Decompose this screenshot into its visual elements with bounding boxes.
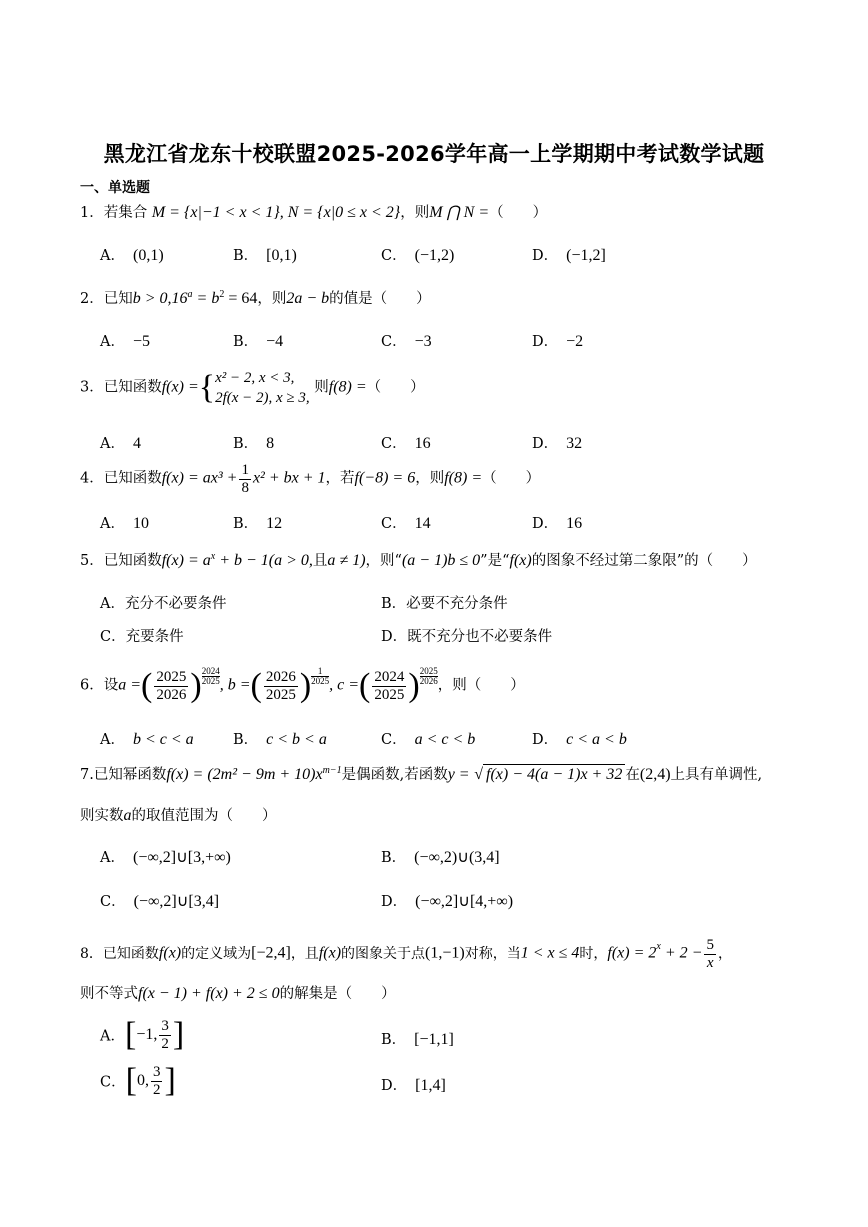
denominator: 2026 (156, 686, 187, 703)
question-text: ，若 (325, 470, 355, 487)
page-title: 黑龙江省龙东十校联盟2025-2026学年高一上学期期中考试数学试题 (103, 142, 765, 166)
option-value: 充要条件 (125, 629, 184, 645)
option-c[interactable] (381, 432, 431, 453)
question-math: f(x) = 2 (607, 944, 657, 962)
option-label: B． (381, 596, 407, 612)
question-7-line-2 (80, 806, 277, 827)
question-text: ，且 (290, 945, 319, 962)
question-4 (80, 462, 540, 496)
option-c[interactable] (381, 330, 432, 351)
option-label: B． (381, 850, 407, 866)
option-label: D． (381, 629, 408, 645)
option-c[interactable] (381, 728, 475, 749)
option-a[interactable] (100, 592, 226, 613)
question-number: 2． (80, 290, 104, 307)
question-text: 对称，当 (464, 945, 521, 962)
option-d[interactable] (532, 728, 627, 749)
option-label: B． (233, 732, 259, 748)
question-math: f(x) = (2m² − 9m + 10)x (166, 766, 323, 783)
question-math: f(x) = ax³ + (161, 469, 238, 487)
answer-blank: （ ） (366, 379, 425, 396)
question-6 (80, 664, 525, 708)
option-label: D． (532, 732, 559, 748)
option-value: 4 (132, 435, 141, 452)
answer-blank: （ ） (482, 470, 541, 487)
option-c[interactable] (100, 890, 219, 911)
question-number: 7. (80, 767, 94, 783)
question-text: 若集合 (103, 205, 148, 221)
question-math: (a − 1)b ≤ 0 (401, 551, 481, 569)
question-math: M ⋂ N = (429, 204, 490, 221)
option-value: (−∞,2]∪[4,+∞) (415, 893, 514, 910)
option-value: [−1,1] (414, 1031, 454, 1048)
option-value: [0,1) (266, 247, 297, 264)
question-1 (80, 203, 547, 224)
option-label: C． (381, 516, 407, 532)
exponent-fraction (202, 667, 220, 686)
variable: , b = (219, 676, 251, 694)
exponent: x (656, 940, 661, 952)
question-text: ，则 (257, 290, 287, 307)
question-text: 时， (579, 945, 608, 962)
option-value: c < a < b (566, 731, 627, 748)
fraction (239, 462, 251, 496)
option-label: A． (100, 436, 125, 452)
option-value: [1,4] (415, 1077, 446, 1094)
paren-left: ( (250, 667, 262, 704)
question-math: (1,−1) (425, 944, 465, 962)
question-math: x² + bx + 1 (252, 469, 326, 487)
option-c[interactable] (381, 244, 454, 265)
question-text: ， (717, 945, 732, 962)
question-text: 已知函数 (103, 470, 162, 487)
option-d[interactable] (381, 890, 513, 911)
numerator: 3 (152, 1064, 161, 1080)
option-value: (−∞,2)∪(3,4] (414, 849, 500, 866)
exponent: x (210, 551, 216, 562)
question-text: 则实数 (80, 808, 124, 824)
question-math: f(−8) = 6 (354, 469, 416, 487)
bracket-left: [ (124, 1016, 137, 1053)
option-value: 8 (266, 435, 275, 452)
denominator: 2025 (265, 686, 296, 703)
question-text: ”是“ (480, 552, 510, 569)
option-value: −1, (136, 1026, 158, 1043)
option-label: C． (100, 1074, 126, 1091)
option-c[interactable] (100, 625, 184, 646)
option-value: (−1,2) (414, 247, 455, 264)
option-label: D． (532, 436, 559, 452)
question-text: 的图象关于点 (341, 945, 426, 962)
question-number: 8． (80, 945, 103, 962)
option-b[interactable] (233, 512, 282, 533)
option-label: C． (381, 732, 407, 748)
question-math: + b − 1(a > 0, (215, 551, 313, 569)
question-text: 且 (312, 552, 328, 569)
denominator: x (706, 954, 714, 971)
bracket-right: ] (172, 1016, 185, 1053)
exponent: a (187, 289, 193, 300)
numerator: 5 (706, 937, 714, 953)
question-math: f(x − 1) + f(x) + 2 ≤ 0 (138, 985, 280, 1002)
question-text: 已知 (103, 290, 133, 307)
denominator: 2 (161, 1035, 169, 1052)
question-math: f(x) (158, 944, 182, 962)
option-value: 16 (566, 515, 583, 532)
question-math: y = (447, 766, 470, 783)
question-2 (80, 288, 431, 310)
question-math: f(8) = (328, 378, 367, 396)
exponent: m−1 (322, 765, 342, 777)
question-text: ，则（ ） (437, 677, 525, 694)
question-math: f(x) (318, 944, 342, 962)
question-math: f(x) = (161, 378, 199, 396)
option-value: a < c < b (414, 731, 476, 748)
denominator: 2025 (201, 676, 220, 687)
numerator: 2024 (374, 669, 405, 686)
option-label: C． (100, 629, 126, 645)
question-3 (80, 366, 425, 410)
option-value: 14 (414, 515, 431, 532)
option-value: −3 (414, 333, 432, 350)
section-heading: 一、单选题 (80, 180, 150, 196)
question-math: M = {x|−1 < x < 1}, N = {x|0 ≤ x < 2} (151, 204, 401, 221)
option-value: 0, (136, 1072, 149, 1089)
question-math: = 64 (224, 289, 258, 307)
question-5 (80, 550, 757, 572)
denominator: 2025 (374, 686, 405, 703)
sqrt-symbol: √ (474, 766, 483, 783)
question-math: = b (192, 289, 220, 307)
question-text: ，则“ (365, 552, 402, 569)
question-text: 已知幂函数 (93, 767, 167, 783)
fraction (264, 669, 298, 703)
question-math: [−2,4] (251, 944, 291, 962)
option-d[interactable] (532, 432, 582, 453)
option-value: 充分不必要条件 (124, 596, 227, 612)
question-text: 已知函数 (103, 379, 162, 396)
option-label: D． (532, 334, 559, 350)
option-label: C． (381, 248, 407, 264)
question-text: 的图象不经过第二象限”的（ ） (531, 552, 757, 569)
denominator: 8 (241, 479, 249, 496)
option-a[interactable] (100, 728, 194, 749)
denominator: 2025 (311, 676, 330, 687)
option-label: A． (100, 732, 125, 748)
variable: , c = (329, 676, 360, 694)
question-text: 的值是（ ） (329, 290, 431, 307)
piecewise-rows (215, 368, 310, 409)
exponent-fraction (420, 667, 438, 686)
piecewise-row: 2f(x − 2), x ≥ 3, (215, 390, 310, 407)
option-label: A． (100, 850, 125, 866)
option-b[interactable] (381, 1028, 454, 1049)
option-b[interactable] (233, 432, 274, 453)
question-number: 6． (80, 677, 104, 694)
option-value: 10 (132, 515, 149, 532)
numerator: 2025 (156, 669, 187, 686)
option-b[interactable] (381, 846, 500, 867)
option-value: 32 (566, 435, 583, 452)
option-value: −2 (566, 333, 584, 350)
exponent-fraction (311, 667, 329, 686)
option-label: B． (233, 516, 259, 532)
question-text: 则不等式 (80, 986, 138, 1002)
option-b[interactable] (233, 728, 327, 749)
option-a[interactable] (100, 244, 164, 265)
option-a[interactable] (100, 330, 150, 351)
option-value: (−1,2] (566, 247, 606, 264)
piecewise-row: x² − 2, x < 3, (215, 369, 295, 386)
question-math: 1 < x ≤ 4 (520, 944, 580, 962)
variable: a (123, 807, 132, 824)
option-a[interactable] (100, 432, 141, 453)
fraction (372, 669, 406, 703)
option-value: 16 (414, 435, 431, 452)
option-label: B． (233, 334, 259, 350)
question-text: ，则 (415, 470, 445, 487)
option-b[interactable] (233, 330, 283, 351)
question-number: 3． (80, 379, 104, 396)
option-value: 12 (266, 515, 283, 532)
option-label: A． (100, 248, 125, 264)
question-8 (80, 937, 732, 971)
answer-blank: （ ） (489, 205, 548, 221)
question-text: 的定义域为 (181, 945, 252, 962)
brace-symbol: { (198, 369, 216, 406)
numerator: 1 (241, 462, 249, 478)
option-label: D． (532, 248, 559, 264)
paren-right: ) (408, 667, 420, 704)
paren-right: ) (299, 667, 312, 704)
option-value: c < b < a (266, 731, 327, 748)
question-text: 的解集是（ ） (279, 986, 396, 1002)
question-number: 1． (80, 205, 104, 221)
option-label: B． (233, 248, 259, 264)
fraction (159, 1018, 171, 1052)
option-label: D． (381, 1078, 408, 1094)
fraction (154, 669, 188, 703)
option-value: −4 (266, 333, 284, 350)
option-c[interactable] (100, 1062, 176, 1100)
question-math: + 2 − (660, 944, 703, 962)
bracket-right: ] (164, 1062, 176, 1099)
question-text: 设 (103, 677, 119, 694)
option-a[interactable] (100, 1016, 184, 1054)
sqrt-body: f(x) − 4(a − 1)x + 32 (483, 764, 625, 786)
question-text: 的取值范围为（ ） (131, 808, 277, 824)
question-number: 4． (80, 470, 104, 487)
option-label: B． (381, 1032, 407, 1048)
option-label: C． (381, 436, 407, 452)
paren-right: ) (190, 667, 202, 704)
option-d[interactable] (532, 330, 583, 351)
option-label: A． (100, 334, 125, 350)
denominator: 2 (152, 1081, 161, 1098)
option-label: A． (100, 516, 125, 532)
denominator: 2026 (419, 676, 438, 687)
variable: a = (118, 676, 142, 694)
question-text: 是偶函数,若函数 (341, 767, 448, 783)
fraction (704, 937, 716, 971)
exponent: 2 (219, 289, 225, 300)
question-7 (80, 764, 762, 786)
question-math: (2,4) (639, 766, 671, 783)
question-text: 上具有单调性, (670, 767, 763, 783)
question-text: 已知函数 (103, 552, 162, 569)
option-label: C． (381, 334, 407, 350)
option-d[interactable] (381, 1074, 446, 1095)
option-value: 必要不充分条件 (406, 596, 508, 612)
question-text: 在 (625, 767, 640, 783)
question-8-line-2 (80, 984, 396, 1005)
option-d[interactable] (532, 244, 606, 265)
question-text: 已知函数 (102, 945, 159, 962)
paren-left: ( (359, 667, 371, 704)
option-a[interactable] (100, 512, 149, 533)
question-text: 则 (314, 379, 329, 396)
option-c[interactable] (381, 512, 431, 533)
option-b[interactable] (233, 244, 297, 265)
bracket-left: [ (125, 1062, 137, 1099)
option-value: (0,1) (132, 247, 164, 264)
option-label: C． (100, 894, 126, 910)
numerator: 1 (311, 667, 329, 677)
option-a[interactable] (100, 846, 231, 867)
option-b[interactable] (381, 592, 508, 613)
question-number: 5． (80, 552, 104, 569)
option-value: b < c < a (132, 731, 194, 748)
numerator: 3 (161, 1018, 169, 1034)
option-d[interactable] (532, 512, 582, 533)
numerator: 2026 (265, 669, 296, 686)
option-value: (−∞,2]∪[3,4] (133, 893, 220, 910)
numerator: 2025 (419, 666, 438, 677)
option-label: A． (100, 596, 125, 612)
option-value: −5 (132, 333, 151, 350)
paren-left: ( (141, 667, 153, 704)
option-d[interactable] (381, 625, 552, 646)
question-math: f(x) = a (161, 551, 211, 569)
question-math: f(x) (509, 551, 532, 569)
question-math: a ≠ 1) (327, 551, 366, 569)
numerator: 2024 (201, 666, 220, 677)
option-value: (−∞,2]∪[3,+∞) (132, 849, 231, 866)
option-value: 既不充分也不必要条件 (407, 629, 553, 645)
question-math: 2a − b (286, 289, 330, 307)
option-label: D． (532, 516, 559, 532)
option-label: D． (381, 894, 408, 910)
option-label: B． (233, 436, 259, 452)
question-text: ，则 (400, 205, 430, 221)
question-math: f(8) = (444, 469, 483, 487)
question-math: b > 0,16 (132, 289, 188, 307)
fraction (151, 1064, 163, 1098)
option-label: A． (100, 1028, 125, 1045)
